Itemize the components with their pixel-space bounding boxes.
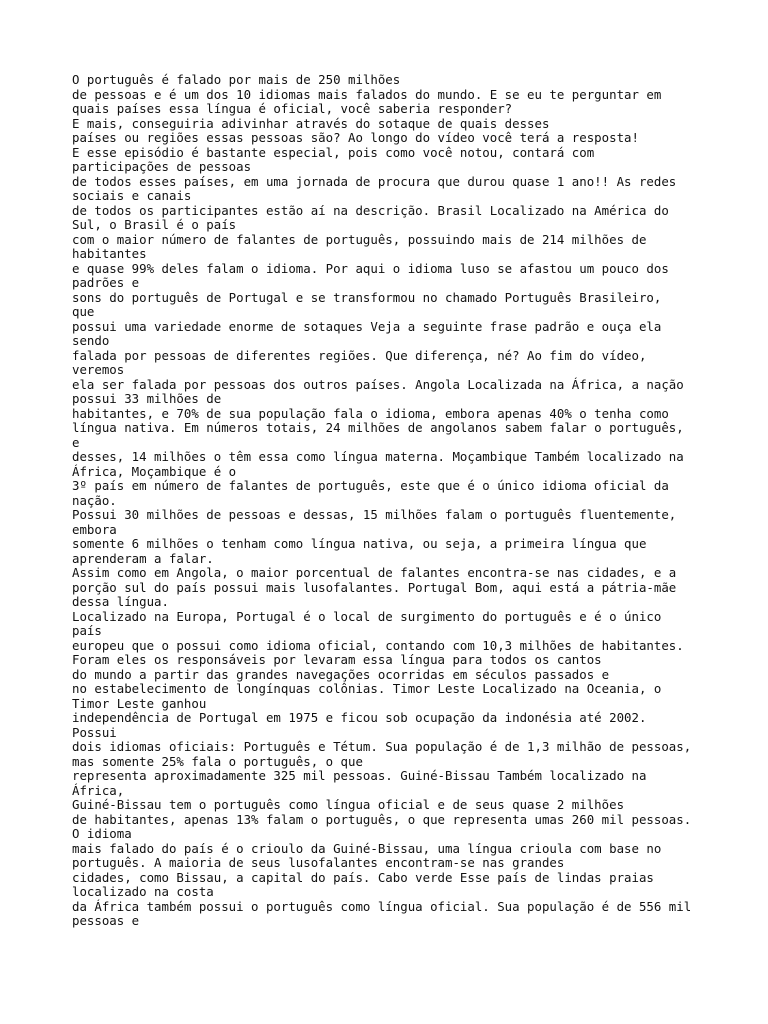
text-line: desses, 14 milhões o têm essa como língua materna. Moçambique Também localizado na [72, 449, 684, 464]
text-line: E esse episódio é bastante especial, pois como você notou, contará com [72, 144, 595, 160]
text-line: Guiné-Bissau tem o português como língua oficial e de seus quase 2 milhões [72, 797, 625, 812]
text-line: mais falado do país é o crioulo da Guiné-Bissau, uma língua crioula com base no [72, 840, 662, 856]
text-line: Possui 30 milhões de pessoas e dessas, 15 milhões falam o português fluentemente, [72, 507, 677, 522]
text-line: falada por pessoas de diferentes regiões. Que diferença, né? Ao fim do vídeo, [72, 347, 647, 363]
text-line: de todos esses países, em uma jornada de procura que durou quase 1 ano!! As redes [72, 173, 677, 189]
text-line: países ou regiões essas pessoas são? Ao longo do vídeo você terá a resposta! [72, 130, 639, 145]
text-line: de pessoas e é um dos 10 idiomas mais falados do mundo. E se eu te perguntar em [72, 86, 662, 102]
text-line: no estabelecimento de longínquas colônias. Timor Leste Localizado na Oceania, o [72, 681, 662, 696]
text-line: e [72, 434, 80, 450]
text-line: e quase 99% deles falam o idioma. Por aqui o idioma luso se afastou um pouco dos [72, 260, 669, 276]
text-line: dessa língua. [72, 594, 169, 609]
text-line: dois idiomas oficiais: Português e Tétum. Sua população é de 1,3 milhão de pessoas, [72, 739, 692, 754]
text-line: participações de pessoas [72, 159, 252, 174]
text-line: somente 6 milhões o tenham como língua nativa, ou seja, a primeira língua que [72, 536, 647, 551]
text-line: Assim como em Angola, o maior porcentual de falantes encontra-se nas cidades, e a [72, 565, 677, 580]
document-body [72, 73, 712, 929]
text-line: ela ser falada por pessoas dos outros países. Angola Localizada na África, a nação [72, 376, 684, 392]
text-line: veremos [72, 362, 125, 377]
text-line: embora [72, 521, 117, 537]
text-line: Localizado na Europa, Portugal é o local de surgimento do português e é o único [72, 608, 662, 624]
text-line: Sul, o Brasil é o país [72, 217, 237, 232]
text-line: de habitantes, apenas 13% falam o português, o que representa umas 260 mil pessoas. [72, 811, 692, 827]
text-line: O português é falado por mais de 250 milhões [72, 72, 401, 87]
text-line: do mundo a partir das grandes navegações ocorridas em séculos passados e [72, 666, 610, 682]
text-line: porção sul do país possui mais lusofalantes. Portugal Bom, aqui está a pátria-mãe [72, 579, 677, 595]
text-line: habitantes, e 70% de sua população fala o idioma, embora apenas 40% o tenha como [72, 405, 669, 421]
text-line: Timor Leste ganhou [72, 695, 207, 711]
text-line: África, [72, 782, 125, 798]
text-line: sociais e canais [72, 188, 192, 203]
text-line: habitantes [72, 246, 147, 261]
text-line: português. A maioria de seus lusofalantes encontram-se nas grandes [72, 855, 565, 870]
text-line: localizado na costa [72, 884, 214, 899]
text-line: país [72, 623, 102, 638]
text-line: África, Moçambique é o [72, 463, 237, 479]
text-line: independência de Portugal em 1975 e ficou sob ocupação da indonésia até 2002. [72, 710, 647, 725]
text-line: quais países essa língua é oficial, você saberia responder? [72, 101, 513, 116]
text-line: língua nativa. Em números totais, 24 milhões de angolanos sabem falar o português, [72, 420, 684, 435]
text-line: Foram eles os responsáveis por levaram essa língua para todos os cantos [72, 652, 602, 667]
text-line: de todos os participantes estão aí na descrição. Brasil Localizado na América do [72, 202, 669, 218]
text-line: Possui [72, 724, 117, 740]
text-line: da África também possui o português como língua oficial. Sua população é de 556 mil [72, 898, 692, 914]
text-line: nação. [72, 492, 117, 508]
text-line: representa aproximadamente 325 mil pessoas. Guiné-Bissau Também localizado na [72, 768, 647, 783]
text-line: cidades, como Bissau, a capital do país. Cabo verde Esse país de lindas praias [72, 869, 654, 885]
text-line: 3º país em número de falantes de português, este que é o único idioma oficial da [72, 478, 669, 493]
text-line: aprenderam a falar. [72, 550, 214, 566]
text-line: possui uma variedade enorme de sotaques Veja a seguinte frase padrão e ouça ela [72, 318, 662, 334]
text-line: padrões e [72, 275, 140, 290]
text-line: possui 33 milhões de [72, 391, 222, 406]
text-line: mas somente 25% fala o português, o que [72, 753, 363, 769]
text-line: sons do português de Portugal e se transformou no chamado Português Brasileiro, [72, 289, 662, 305]
text-line: O idioma [72, 826, 132, 841]
text-line: pessoas e [72, 913, 140, 928]
text-line: E mais, conseguiria adivinhar através do sotaque de quais desses [72, 115, 550, 131]
text-line: europeu que o possui como idioma oficial, contando com 10,3 milhões de habitantes. [72, 637, 684, 653]
text-line: sendo [72, 333, 110, 348]
text-line: com o maior número de falantes de português, possuindo mais de 214 milhões de [72, 231, 647, 247]
text-line: que [72, 304, 95, 319]
